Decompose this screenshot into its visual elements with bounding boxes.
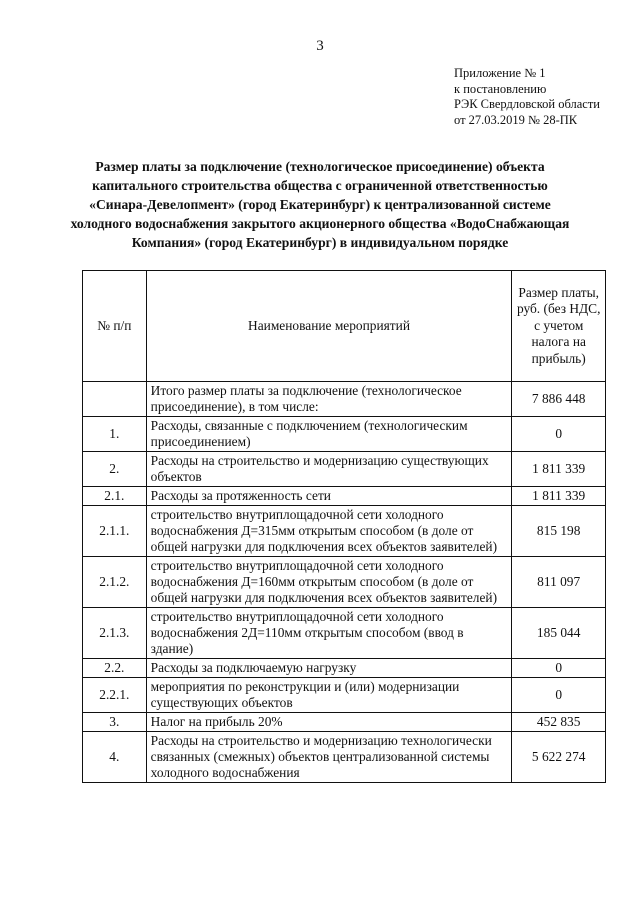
row-name: Расходы за протяженность сети — [146, 487, 512, 506]
table-row — [83, 382, 606, 417]
table-row — [83, 659, 606, 678]
row-amount: 185 044 — [512, 608, 606, 659]
page-number: 3 — [316, 38, 324, 54]
row-number: 2.1. — [83, 487, 147, 506]
row-number: 2.1.2. — [83, 557, 147, 608]
table-row — [83, 417, 606, 452]
header-number: № п/п — [83, 271, 147, 382]
appendix-line: от 27.03.2019 № 28-ПК — [454, 112, 578, 127]
row-amount: 0 — [512, 417, 606, 452]
row-name: Расходы на строительство и модернизацию технологически связанных (смежных) объектов централизованной системы холодного водоснабжения — [146, 732, 512, 783]
row-amount: 811 097 — [512, 557, 606, 608]
row-number: 2.2. — [83, 659, 147, 678]
fee-table — [82, 270, 606, 783]
header-amount: Размер платы, руб. (без НДС, с учетом налога на прибыль) — [512, 271, 606, 382]
row-name: строительство внутриплощадочной сети холодного водоснабжения Д=160мм открытым способом (в доле от общей нагрузки для подключения всех объектов заявителей) — [146, 557, 512, 608]
table-row — [83, 713, 606, 732]
table-row — [83, 506, 606, 557]
row-name: Налог на прибыль 20% — [146, 713, 512, 732]
row-name: строительство внутриплощадочной сети холодного водоснабжения 2Д=110мм открытым способом (ввод в здание) — [146, 608, 512, 659]
row-number: 2.2.1. — [83, 678, 147, 713]
appendix-line: РЭК Свердловской области — [454, 97, 600, 111]
row-number: 2.1.3. — [83, 608, 147, 659]
row-amount: 0 — [512, 678, 606, 713]
table-row — [83, 678, 606, 713]
table-row — [83, 732, 606, 783]
appendix-reference — [454, 66, 600, 128]
row-number — [83, 382, 147, 417]
row-amount: 1 811 339 — [512, 487, 606, 506]
row-number: 4. — [83, 732, 147, 783]
table-row — [83, 487, 606, 506]
row-name: Расходы, связанные с подключением (технологическим присоединением) — [146, 417, 512, 452]
row-name: Итого размер платы за подключение (технологическое присоединение), в том числе: — [146, 382, 512, 417]
table-row — [83, 608, 606, 659]
row-amount: 5 622 274 — [512, 732, 606, 783]
appendix-line: к постановлению — [454, 81, 547, 96]
row-name: Расходы за подключаемую нагрузку — [146, 659, 512, 678]
row-amount: 1 811 339 — [512, 452, 606, 487]
row-number: 1. — [83, 417, 147, 452]
table-row — [83, 452, 606, 487]
row-number: 2. — [83, 452, 147, 487]
row-name: Расходы на строительство и модернизацию существующих объектов — [146, 452, 512, 487]
row-number: 2.1.1. — [83, 506, 147, 557]
row-amount: 452 835 — [512, 713, 606, 732]
table-row — [83, 557, 606, 608]
header-name: Наименование мероприятий — [146, 271, 512, 382]
row-amount: 0 — [512, 659, 606, 678]
row-name: мероприятия по реконструкции и (или) модернизации существующих объектов — [146, 678, 512, 713]
document-title: Размер платы за подключение (технологическое присоединение) объекта капитального строительства общества с ограниченной ответственностью «Синара-Девелопмент» (город Екатеринбург) к централизованной системе холодного водоснабжения закрытого акционерного общества «ВодоСнабжающая Компания» (город Екатеринбург) в индивидуальном порядке — [70, 159, 570, 250]
row-amount: 7 886 448 — [512, 382, 606, 417]
table-header-row — [83, 271, 606, 382]
appendix-line: Приложение № 1 — [454, 66, 546, 80]
row-name: строительство внутриплощадочной сети холодного водоснабжения Д=315мм открытым способом (в доле от общей нагрузки для подключения всех объектов заявителей) — [146, 506, 512, 557]
row-amount: 815 198 — [512, 506, 606, 557]
row-number: 3. — [83, 713, 147, 732]
